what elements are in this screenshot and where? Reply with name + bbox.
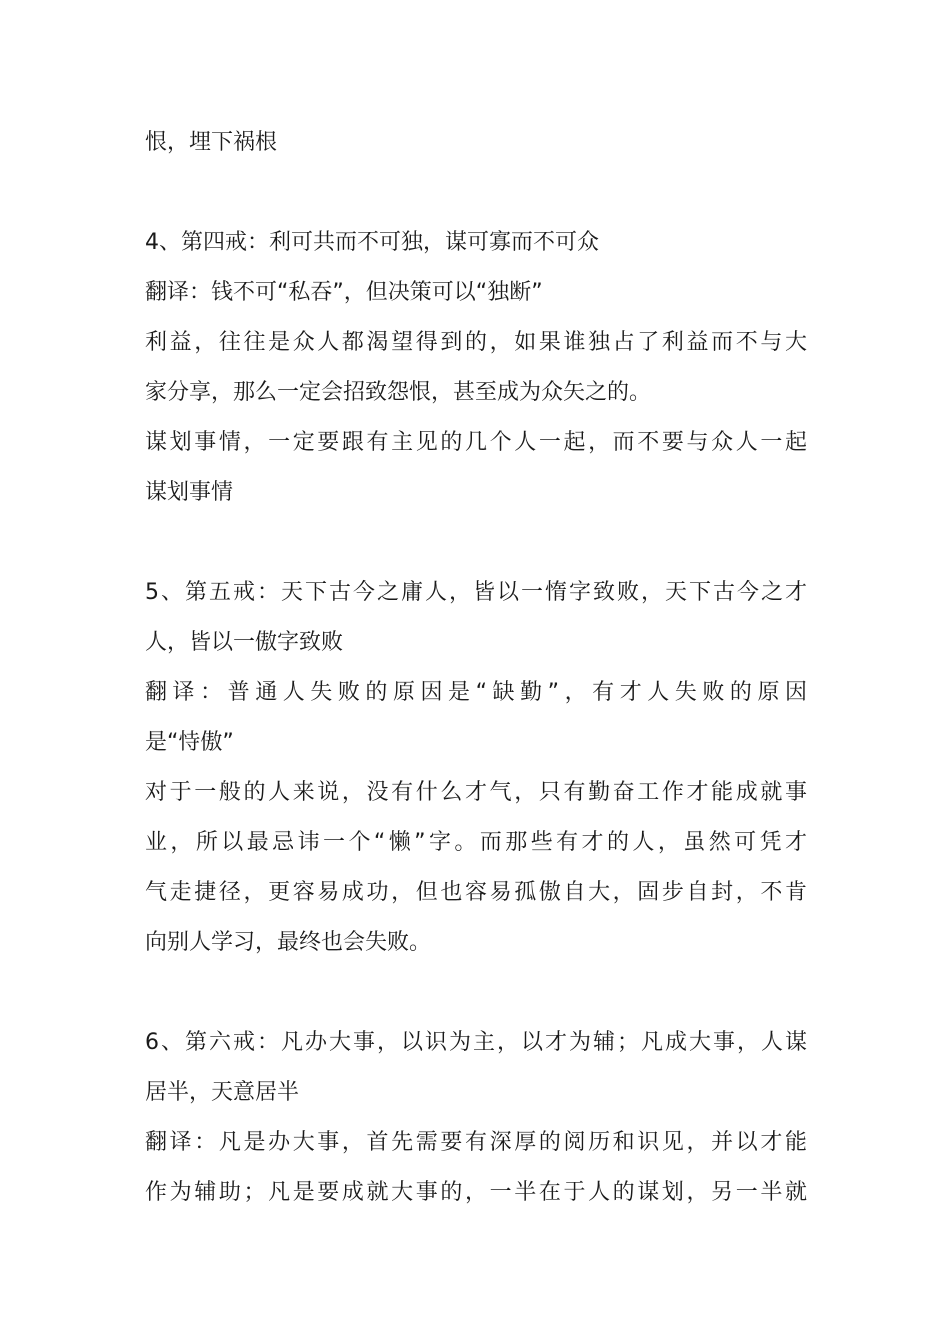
intro-tail-line: 恨，埋下祸根 — [145, 130, 278, 155]
section4-para1-line2: 家分享，那么一定会招致怨恨，甚至成为众矢之的。 — [145, 380, 652, 405]
section5-para-line1: 对于一般的人来说，没有什么才气，只有勤奋工作才能成就事 — [145, 780, 807, 805]
section5-title-line1: 5、第五戒：天下古今之庸人，皆以一惰字致败，天下古今之才 — [145, 580, 807, 605]
section5-translation-line2: 是“恃傲” — [145, 730, 234, 755]
section5-translation-line1: 翻译：普通人失败的原因是“缺勤”，有才人失败的原因 — [145, 680, 807, 705]
section4-para1-line1: 利益，往往是众人都渴望得到的，如果谁独占了利益而不与大 — [145, 330, 807, 355]
section4-para2-line1: 谋划事情，一定要跟有主见的几个人一起，而不要与众人一起 — [145, 430, 807, 455]
paragraph-gap — [145, 968, 807, 1018]
section4-title: 4、第四戒：利可共而不可独，谋可寡而不可众 — [145, 230, 599, 255]
section5-para-line4: 向别人学习，最终也会失败。 — [145, 930, 432, 955]
section4-translation: 翻译：钱不可“私吞”，但决策可以“独断” — [145, 280, 543, 305]
section6-title-line2: 居半，天意居半 — [145, 1080, 300, 1105]
section5-title-line2: 人，皆以一傲字致败 — [145, 630, 344, 655]
section6-translation-line1: 翻译：凡是办大事，首先需要有深厚的阅历和识见，并以才能 — [145, 1130, 807, 1155]
document-body — [145, 118, 807, 1218]
paragraph-gap — [145, 518, 807, 568]
section6-translation-line2: 作为辅助；凡是要成就大事的，一半在于人的谋划，另一半就 — [145, 1180, 807, 1205]
paragraph-gap — [145, 168, 807, 218]
section5-para-line3: 气走捷径，更容易成功，但也容易孤傲自大，固步自封，不肯 — [145, 880, 807, 905]
section6-title-line1: 6、第六戒：凡办大事，以识为主，以才为辅；凡成大事，人谋 — [145, 1030, 807, 1055]
section5-para-line2: 业，所以最忌讳一个“懒”字。而那些有才的人，虽然可凭才 — [145, 830, 807, 855]
section4-para2-line2: 谋划事情 — [145, 480, 234, 505]
